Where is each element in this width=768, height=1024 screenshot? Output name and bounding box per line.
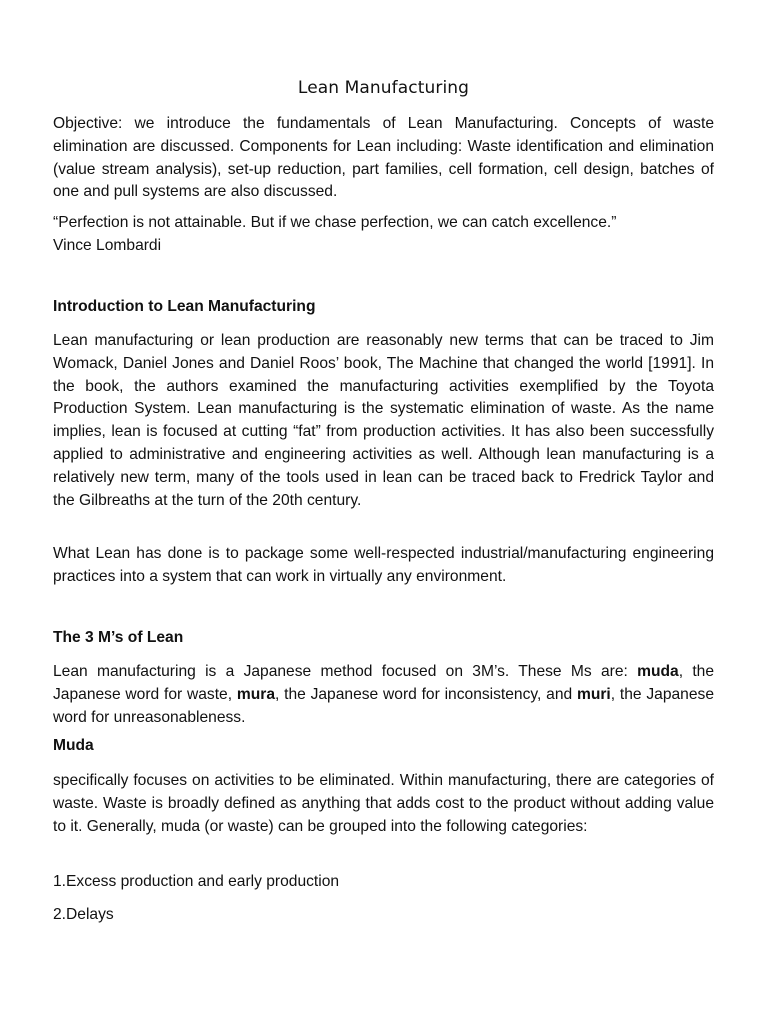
three-ms-paragraph bbox=[53, 661, 714, 729]
intro-paragraph-1: Lean manufacturing or lean production are reasonably new terms that can be traced to Jim Womack, Daniel Jones and Daniel Roos’ book, The Machine that changed the world [1991]. In the book, the authors examined the manufacturing activities exemplified by the Toyota Production System. Lean manufacturing is the systematic elimination of waste. As the name implies, lean is focused at cutting “fat” from production activities. It has also been successfully applied to administrative and engineering activities as well. Although lean manufacturing is a relatively new term, many of the tools used in lean can be traced back to Fredrick Taylor and the Gilbreaths at the turn of the 20th century. bbox=[53, 332, 714, 509]
muda-paragraph: specifically focuses on activities to be eliminated. Within manufacturing, there are categories of waste. Waste is broadly defined as anything that adds cost to the product without adding value to it. Generally, muda (or waste) can be grouped into the following categories: bbox=[53, 772, 714, 835]
list-item: 1.Excess production and early production bbox=[53, 873, 340, 890]
document-title: Lean Manufacturing bbox=[297, 78, 470, 98]
three-ms-text-c: , the Japanese word for inconsistency, and bbox=[275, 685, 577, 703]
quote-text: “Perfection is not attainable. But if we chase perfection, we can catch excellence.” bbox=[53, 214, 617, 231]
three-ms-text-d: , the Japanese word for unreasonableness. bbox=[53, 685, 714, 726]
three-ms-text-a: Lean manufacturing is a Japanese method focused on 3M’s. These Ms are: bbox=[53, 663, 638, 680]
objective-paragraph: Objective: we introduce the fundamentals of Lean Manufacturing. Concepts of waste elimination are discussed. Components for Lean including: Waste identification and elimination (value stream analysis), set-up reduction, part families, cell formation, cell design, batches of one and pull systems are also discussed. bbox=[53, 115, 714, 201]
list-item: 2.Delays bbox=[53, 906, 114, 923]
muri-term: muri bbox=[576, 685, 611, 703]
muda-term: muda bbox=[637, 663, 679, 680]
muda-heading: Muda bbox=[53, 737, 94, 754]
intro-paragraph-2: What Lean has done is to package some well-respected industrial/manufacturing engineering practices into a system that can work in virtually any environment. bbox=[53, 545, 714, 585]
intro-heading: Introduction to Lean Manufacturing bbox=[53, 298, 316, 315]
quote-author: Vince Lombardi bbox=[53, 236, 162, 254]
three-ms-text-b: , the Japanese word for waste, bbox=[53, 663, 714, 703]
quote-paragraph bbox=[53, 212, 714, 258]
mura-term: mura bbox=[236, 685, 275, 703]
three-ms-heading: The 3 M’s of Lean bbox=[53, 629, 184, 646]
